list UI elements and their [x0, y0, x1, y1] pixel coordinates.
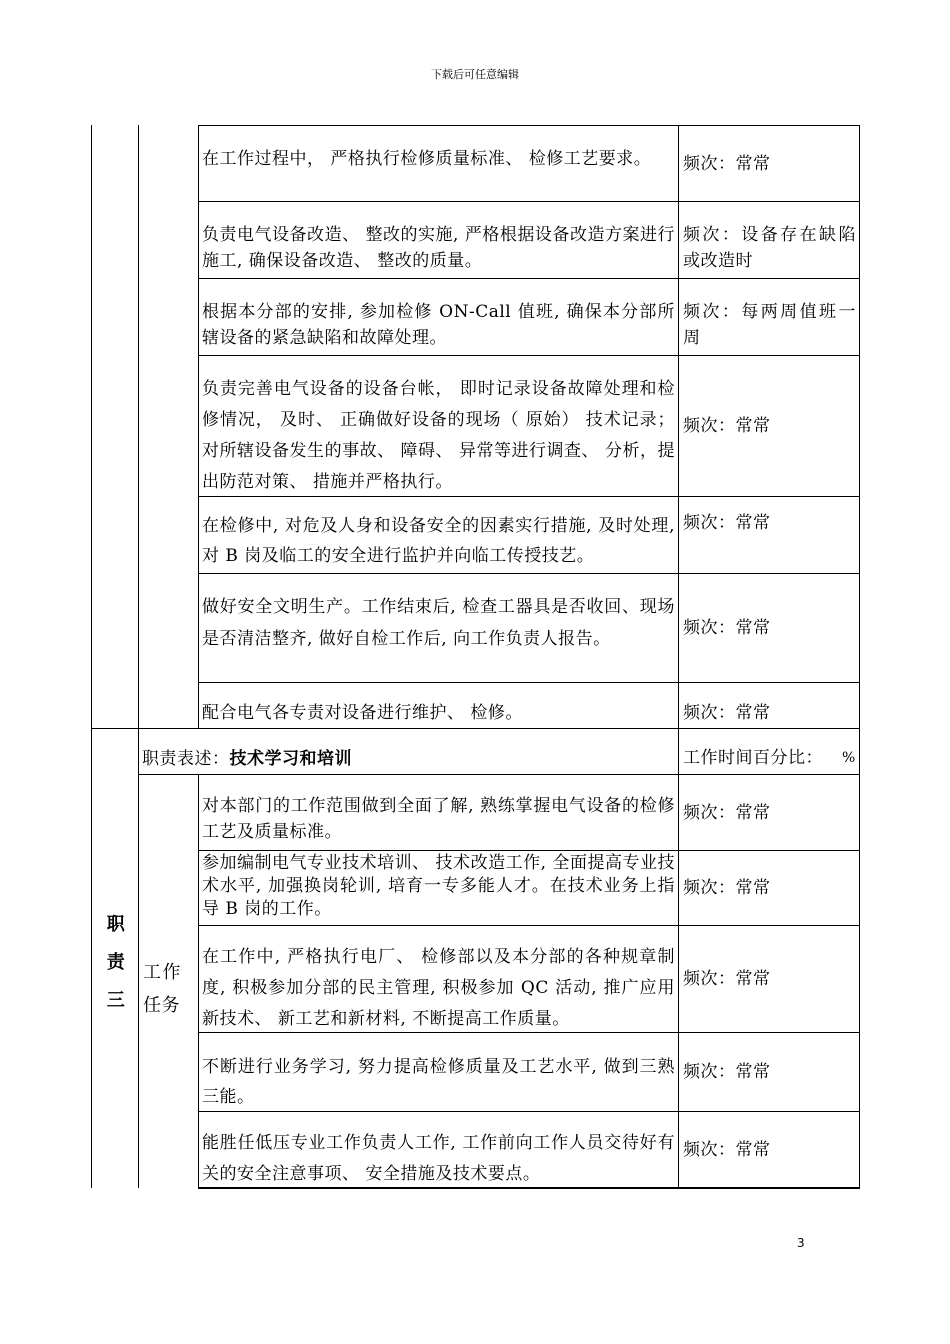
task-text: 做好安全文明生产。工作结束后, 检查工器具是否收回、现场是否清洁整齐, 做好自检工作后, 向工作负责人报告。	[202, 597, 675, 649]
task-text: 负责完善电气设备的设备台帐， 即时记录设备故障处理和检修情况， 及时、 正确做好设备的现场（ 原始） 技术记录；对所辖设备发生的事故、 障碍、 异常等进行调查、 分析，提出防范对策、 措施并严格执行。	[202, 379, 675, 492]
task-text: 不断进行业务学习, 努力提高检修质量及工艺水平, 做到三熟三能。	[202, 1057, 675, 1107]
task-text: 在工作中, 严格执行电厂、 检修部以及本分部的各种规章制度, 积极参加分部的民主管理, 积极参加 QC 活动, 推广应用新技术、 新工艺和新材料, 不断提高工作质量。	[202, 947, 675, 1029]
duty-label: 职责三	[106, 913, 126, 1011]
time-percent-label: 工作时间百分比：	[683, 748, 823, 768]
task-frequency: 频次：常常	[683, 703, 771, 723]
section-line	[91, 728, 860, 729]
task-text: 在工作过程中， 严格执行检修质量标准、 检修工艺要求。	[202, 149, 652, 169]
task-frequency: 频次：常常	[683, 1062, 771, 1082]
duty-description-prefix: 职责表述：	[142, 749, 230, 769]
task-text: 负责电气设备改造、 整改的实施, 严格根据设备改造方案进行施工, 确保设备改造、 整改的质量。	[202, 225, 675, 271]
task-text: 能胜任低压专业工作负责人工作, 工作前向工作人员交待好有关的安全注意事项、 安全措施及技术要点。	[202, 1133, 675, 1184]
header-note: 下载后可任意编辑	[431, 68, 519, 81]
task-text: 根据本分部的安排, 参加检修 ON-Call 值班, 确保本分部所辖设备的紧急缺陷和故障处理。	[202, 302, 675, 348]
time-percent-unit: %	[842, 750, 856, 766]
task-text: 对本部门的工作范围做到全面了解, 熟练掌握电气设备的检修工艺及质量标准。	[202, 796, 675, 842]
tasks-label: 工作任务	[143, 962, 181, 1016]
time-percent	[679, 745, 859, 771]
duty-description-title: 技术学习和培训	[229, 749, 352, 769]
row-line	[198, 682, 860, 683]
task-frequency: 频次：常常	[683, 969, 771, 989]
table-border-left	[91, 125, 92, 1188]
task-text: 参加编制电气专业技术培训、 技术改造工作, 全面提高专业技术水平, 加强换岗轮训, 培育一专多能人才。在技术业务上指导 B 岗的工作。	[202, 853, 675, 919]
page-number: 3	[797, 1236, 805, 1250]
row-line	[198, 201, 860, 202]
table-divider-label	[138, 125, 139, 1188]
task-frequency: 频次：常常	[683, 1139, 771, 1160]
task-frequency: 频次：常常	[683, 878, 771, 898]
task-frequency: 频次：常常	[683, 416, 771, 436]
duty-description	[139, 746, 678, 772]
task-frequency: 频次：每两周值班一周	[683, 302, 856, 348]
row-line	[198, 278, 860, 279]
task-text: 配合电气各专责对设备进行维护、 检修。	[202, 703, 523, 723]
task-frequency: 频次：常常	[683, 513, 771, 533]
task-frequency: 频次：常常	[683, 618, 771, 638]
task-text: 在检修中, 对危及人身和设备安全的因素实行措施, 及时处理, 对 B 岗及临工的安全进行监护并向临工传授技艺。	[202, 516, 675, 566]
task-frequency: 频次：常常	[683, 153, 771, 174]
table-border-right	[859, 125, 860, 1188]
task-frequency: 频次：常常	[683, 802, 771, 823]
task-frequency: 频次：设备存在缺陷或改造时	[683, 225, 856, 271]
